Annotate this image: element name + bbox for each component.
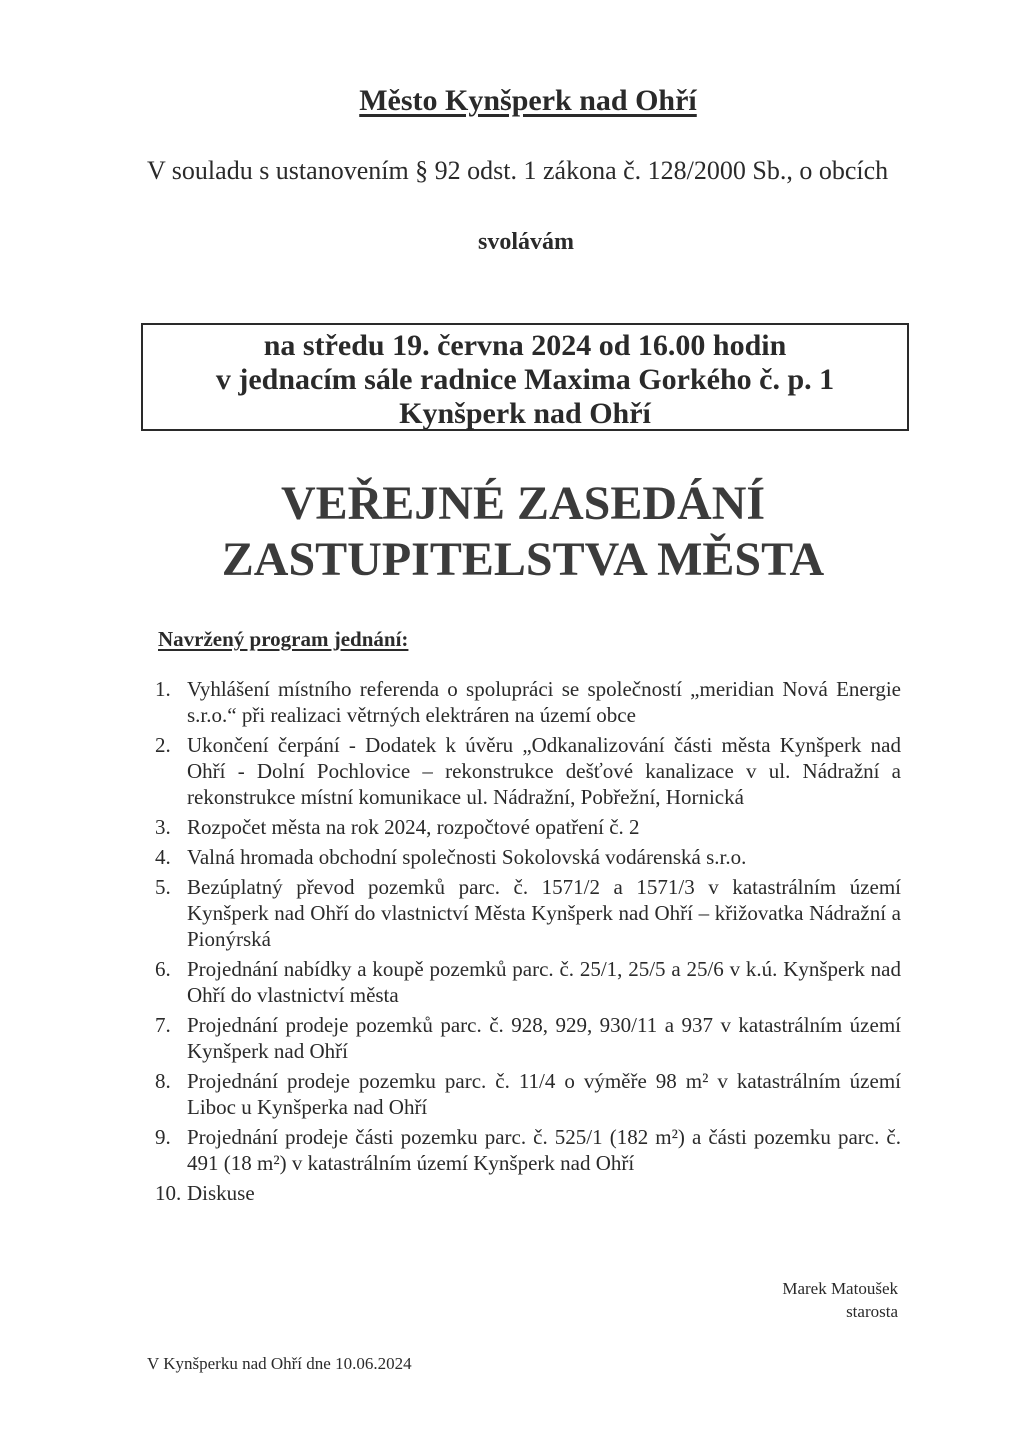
signatory-name: Marek Matoušek [782, 1279, 898, 1298]
agenda-item-number: 2. [155, 733, 171, 757]
agenda-item-text: Diskuse [187, 1181, 255, 1205]
agenda-list [155, 676, 901, 1210]
agenda-item-number: 3. [155, 815, 171, 839]
agenda-item [155, 732, 901, 810]
agenda-item-number: 4. [155, 845, 171, 869]
place-and-date: V Kynšperku nad Ohří dne 10.06.2024 [147, 1354, 412, 1373]
agenda-item [155, 1124, 901, 1176]
agenda-item [155, 874, 901, 952]
agenda-item [155, 676, 901, 728]
meeting-town: Kynšperk nad Ohří [399, 397, 651, 430]
agenda-item-number: 5. [155, 875, 171, 899]
convene-text: svolávám [478, 229, 574, 255]
agenda-item-number: 8. [155, 1069, 171, 1093]
program-heading: Navržený program jednání: [158, 627, 409, 651]
agenda-item [155, 1068, 901, 1120]
agenda-item-text: Projednání prodeje pozemků parc. č. 928, 929, 930/11 a 937 v katastrálním území Kynšperk nad Ohří [187, 1013, 901, 1063]
main-heading [0, 476, 1024, 588]
agenda-item-text: Projednání nabídky a koupě pozemků parc. č. 25/1, 25/5 a 25/6 v k.ú. Kynšperk nad Ohří do vlastnictví města [187, 957, 901, 1007]
agenda-item [155, 956, 901, 1008]
agenda-item-text: Ukončení čerpání - Dodatek k úvěru „Odkanalizování části města Kynšperk nad Ohří - Dolní Pochlovice – rekonstrukce dešťové kanalizace v ul. Nádražní a rekonstrukce místní komunikace ul. Nádražní, Pobřežní, Hornická [187, 733, 901, 809]
agenda-item-number: 6. [155, 957, 171, 981]
meeting-date-time: na středu 19. června 2024 od 16.00 hodin [263, 329, 787, 362]
agenda-item-text: Rozpočet města na rok 2024, rozpočtové opatření č. 2 [187, 815, 640, 839]
agenda-item-text: Bezúplatný převod pozemků parc. č. 1571/2 a 1571/3 v katastrálním území Kynšperk nad Ohří do vlastnictví Města Kynšperk nad Ohří – křižovatka Nádražní a Pionýrská [187, 875, 901, 951]
agenda-item [155, 814, 901, 840]
page-title: Město Kynšperk nad Ohří [359, 84, 697, 117]
main-heading-line-1: VEŘEJNÉ ZASEDÁNÍ [280, 477, 766, 530]
agenda-item [155, 1180, 901, 1206]
agenda-item-number: 9. [155, 1125, 171, 1149]
agenda-item [155, 844, 901, 870]
main-heading-line-2: ZASTUPITELSTVA MĚSTA [221, 533, 825, 586]
signatory-role: starosta [846, 1302, 898, 1321]
agenda-item-number: 7. [155, 1013, 171, 1037]
agenda-item-text: Projednání prodeje části pozemku parc. č. 525/1 (182 m²) a části pozemku parc. č. 491 (18 m²) v katastrálním území Kynšperk nad Ohří [187, 1125, 901, 1175]
agenda-item-number: 1. [155, 677, 171, 701]
meeting-details-box [141, 323, 909, 431]
agenda-item-text: Valná hromada obchodní společnosti Sokolovská vodárenská s.r.o. [187, 845, 747, 869]
legal-basis-text: V souladu s ustanovením § 92 odst. 1 zákona č. 128/2000 Sb., o obcích [147, 156, 889, 185]
agenda-item-number: 10. [155, 1181, 182, 1205]
agenda-item-text: Vyhlášení místního referenda o spolupráci se společností „meridian Nová Energie s.r.o.“ při realizaci větrných elektráren na území obce [187, 677, 901, 727]
signature-block [700, 1277, 898, 1323]
meeting-venue: v jednacím sále radnice Maxima Gorkého č. p. 1 [215, 363, 835, 396]
agenda-item-text: Projednání prodeje pozemku parc. č. 11/4 o výměře 98 m² v katastrálním území Liboc u Kynšperka nad Ohří [187, 1069, 901, 1119]
agenda-item [155, 1012, 901, 1064]
